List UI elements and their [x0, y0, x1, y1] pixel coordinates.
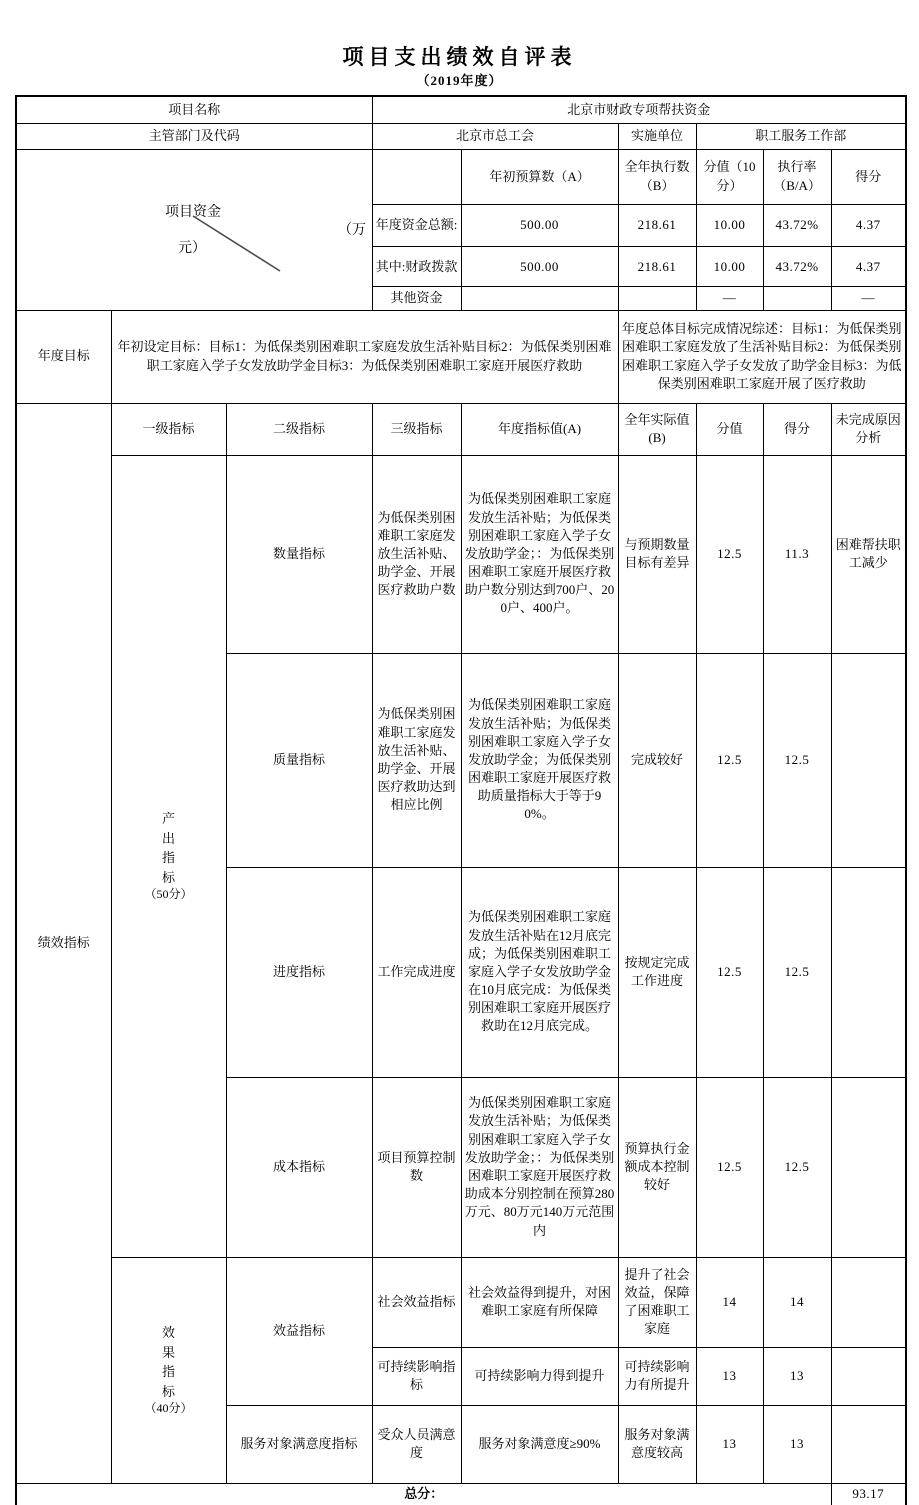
fund-budget: 500.00 — [461, 247, 618, 287]
project-fund-label-box — [20, 151, 369, 309]
fund-header-score: 得分 — [831, 149, 906, 204]
level3-cell: 工作完成进度 — [372, 867, 461, 1077]
fund-points: — — [696, 287, 763, 310]
level3-cell: 受众人员满意度 — [372, 1405, 461, 1483]
project-name-label: 项目名称 — [16, 96, 372, 123]
fund-score: — — [831, 287, 906, 310]
impl-unit-label: 实施单位 — [618, 123, 696, 149]
fund-budget: 500.00 — [461, 204, 618, 246]
score-cell: 13 — [763, 1405, 831, 1483]
effect-indicator-label — [111, 1257, 226, 1483]
header-actual: 全年实际值(B) — [618, 403, 696, 455]
actual-cell: 预算执行金额成本控制较好 — [618, 1077, 696, 1257]
reason-cell — [831, 1405, 906, 1483]
score-cell: 14 — [763, 1257, 831, 1347]
target-cell: 可持续影响力得到提升 — [461, 1347, 618, 1405]
points-cell: 12.5 — [696, 1077, 763, 1257]
actual-cell: 服务对象满意度较高 — [618, 1405, 696, 1483]
department-value: 北京市总工会 — [372, 123, 618, 149]
header-score: 得分 — [763, 403, 831, 455]
reason-cell — [831, 1347, 906, 1405]
points-cell: 12.5 — [696, 653, 763, 867]
target-cell: 社会效益得到提升，对困难职工家庭有所保障 — [461, 1257, 618, 1347]
actual-cell: 按规定完成工作进度 — [618, 867, 696, 1077]
level3-cell: 可持续影响指标 — [372, 1347, 461, 1405]
fund-header-row — [16, 149, 906, 204]
annual-goal-initial: 年初设定目标：目标1：为低保类别困难职工家庭发放生活补贴目标2：为低保类别困难职工家庭入学子女发放助学金目标3：为低保类别困难职工家庭开展医疗救助 — [111, 310, 618, 403]
fund-header-executed: 全年执行数（B） — [618, 149, 696, 204]
total-score-value: 93.17 — [831, 1483, 906, 1505]
fund-rate: 43.72% — [763, 204, 831, 246]
actual-cell: 与预期数量目标有差异 — [618, 455, 696, 653]
header-target: 年度指标值(A) — [461, 403, 618, 455]
department-row — [16, 123, 906, 149]
fund-rate — [763, 287, 831, 310]
impl-unit-value: 职工服务工作部 — [696, 123, 906, 149]
fund-label-part-1: 项目资金 — [165, 204, 221, 220]
fund-label-part-2: （万 — [338, 222, 366, 238]
level3-cell: 社会效益指标 — [372, 1257, 461, 1347]
score-cell: 12.5 — [763, 653, 831, 867]
indicator-row-social-benefit — [16, 1257, 906, 1347]
header-reason: 未完成原因分析 — [831, 403, 906, 455]
target-cell: 服务对象满意度≥90% — [461, 1405, 618, 1483]
effect-indicator-points: （40分） — [144, 1401, 193, 1416]
target-cell: 为低保类别困难职工家庭发放生活补贴；为低保类别困难职工家庭入学子女发放助学金；为低保类别困难职工家庭开展医疗救助质量指标大于等于90%。 — [461, 653, 618, 867]
output-indicator-label — [111, 455, 226, 1257]
target-cell: 为低保类别困难职工家庭发放生活补贴；为低保类别困难职工家庭入学子女发放助学金；：为低保类别困难职工家庭开展医疗救助户数分别达到700户、200户、400户。 — [461, 455, 618, 653]
fund-row-label: 其他资金 — [372, 287, 461, 310]
header-points: 分值 — [696, 403, 763, 455]
fund-header-points: 分值（10分） — [696, 149, 763, 204]
fund-executed: 218.61 — [618, 247, 696, 287]
fund-row-label: 其中:财政拨款 — [372, 247, 461, 287]
level3-cell: 项目预算控制数 — [372, 1077, 461, 1257]
reason-cell — [831, 867, 906, 1077]
page-subtitle: （2019年度） — [416, 73, 503, 88]
annual-goal-row — [16, 310, 906, 403]
level2-cell: 成本指标 — [226, 1077, 372, 1257]
actual-cell: 完成较好 — [618, 653, 696, 867]
annual-goal-label: 年度目标 — [16, 310, 111, 403]
performance-indicator-label: 绩效指标 — [16, 403, 111, 1483]
fund-points: 10.00 — [696, 247, 763, 287]
fund-points: 10.00 — [696, 204, 763, 246]
fund-executed: 218.61 — [618, 204, 696, 246]
indicator-header-row — [16, 403, 906, 455]
points-cell: 13 — [696, 1405, 763, 1483]
project-name-row — [16, 96, 906, 123]
fund-header-rate: 执行率（B/A） — [763, 149, 831, 204]
points-cell: 14 — [696, 1257, 763, 1347]
fund-label-part-3: 元） — [178, 240, 206, 256]
score-cell: 13 — [763, 1347, 831, 1405]
header-level3: 三级指标 — [372, 403, 461, 455]
points-cell: 13 — [696, 1347, 763, 1405]
fund-rate: 43.72% — [763, 247, 831, 287]
effect-indicator-name: 效果指标 — [161, 1325, 175, 1399]
reason-cell — [831, 653, 906, 867]
reason-cell: 困难帮扶职工减少 — [831, 455, 906, 653]
actual-cell: 提升了社会效益，保障了困难职工家庭 — [618, 1257, 696, 1347]
level3-cell: 为低保类别困难职工家庭发放生活补贴、助学金、开展医疗救助户数 — [372, 455, 461, 653]
points-cell: 12.5 — [696, 867, 763, 1077]
self-evaluation-table — [15, 95, 907, 1505]
diagonal-line — [20, 151, 372, 309]
fund-header-blank — [372, 149, 461, 204]
reason-cell — [831, 1257, 906, 1347]
actual-cell: 可持续影响力有所提升 — [618, 1347, 696, 1405]
indicator-row-quantity — [16, 455, 906, 653]
level3-cell: 为低保类别困难职工家庭发放生活补贴、助学金、开展医疗救助达到相应比例 — [372, 653, 461, 867]
fund-budget — [461, 287, 618, 310]
score-cell: 12.5 — [763, 867, 831, 1077]
page-title: 项目支出绩效自评表 — [342, 45, 577, 69]
total-score-label: 总分： — [16, 1483, 831, 1505]
fund-header-budget: 年初预算数（A） — [461, 149, 618, 204]
project-fund-label-cell — [16, 149, 372, 310]
target-cell: 为低保类别困难职工家庭发放生活补贴在12月底完成；为低保类别困难职工家庭入学子女发放助学金在10月底完成：为低保类别困难职工家庭开展医疗救助在12月底完成。 — [461, 867, 618, 1077]
header-level2: 二级指标 — [226, 403, 372, 455]
level2-cell: 服务对象满意度指标 — [226, 1405, 372, 1483]
fund-score: 4.37 — [831, 247, 906, 287]
reason-cell — [831, 1077, 906, 1257]
total-score-row — [16, 1483, 906, 1505]
output-indicator-name: 产出指标 — [161, 811, 175, 885]
fund-executed — [618, 287, 696, 310]
department-label: 主管部门及代码 — [16, 123, 372, 149]
score-cell: 12.5 — [763, 1077, 831, 1257]
header-level1: 一级指标 — [111, 403, 226, 455]
level2-cell: 进度指标 — [226, 867, 372, 1077]
project-name-value: 北京市财政专项帮扶资金 — [372, 96, 906, 123]
fund-score: 4.37 — [831, 204, 906, 246]
fund-row-label: 年度资金总额: — [372, 204, 461, 246]
score-cell: 11.3 — [763, 455, 831, 653]
output-indicator-points: （50分） — [144, 887, 193, 902]
annual-goal-summary: 年度总体目标完成情况综述：目标1：为低保类别困难职工家庭发放了生活补贴目标2：为低保类别困难职工家庭入学子女发放了助学金目标3：为低保类别困难职工家庭开展了医疗救助 — [618, 310, 906, 403]
target-cell: 为低保类别困难职工家庭发放生活补贴；为低保类别困难职工家庭入学子女发放助学金；：为低保类别困难职工家庭开展医疗救助成本分别控制在预算280万元、80万元140万元范围内 — [461, 1077, 618, 1257]
level2-cell: 数量指标 — [226, 455, 372, 653]
points-cell: 12.5 — [696, 455, 763, 653]
level2-cell: 效益指标 — [226, 1257, 372, 1405]
level2-cell: 质量指标 — [226, 653, 372, 867]
